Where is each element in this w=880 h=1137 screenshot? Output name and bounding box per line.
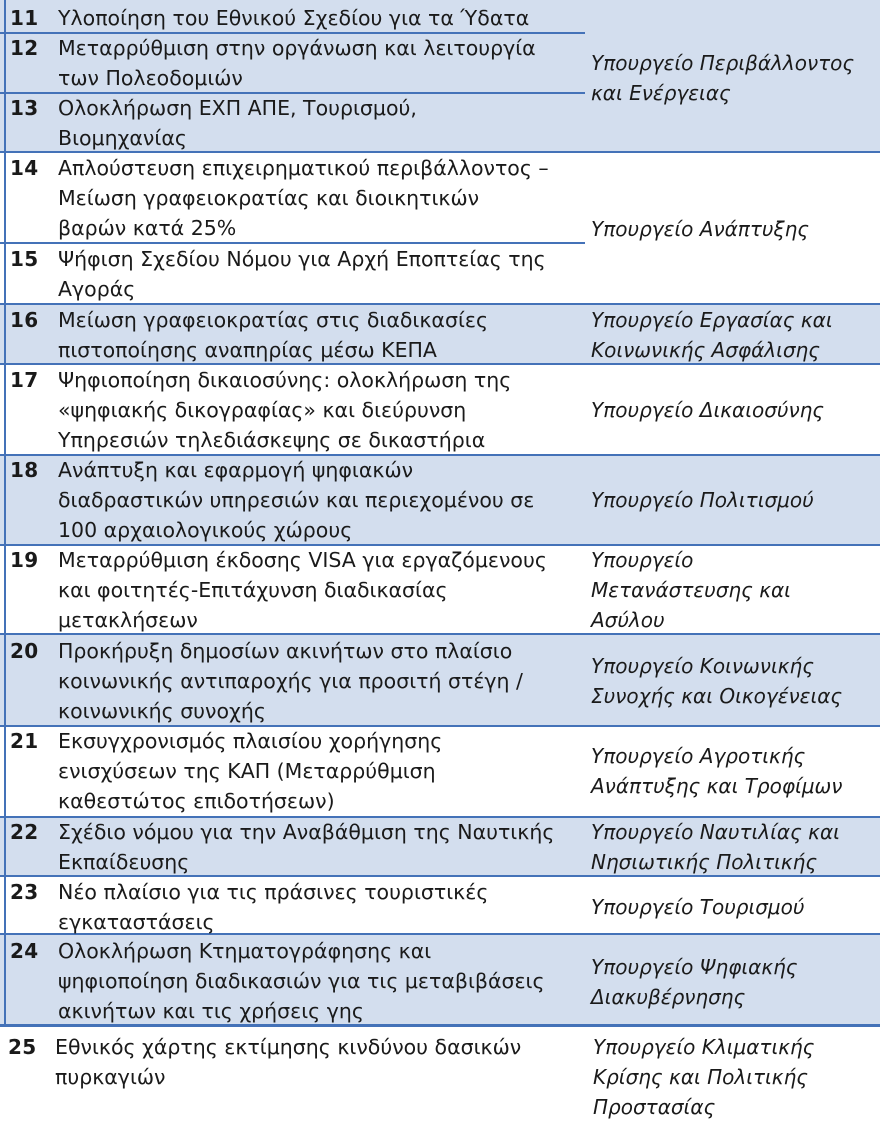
row-description: Μεταρρύθμιση στην οργάνωση και λειτουργία των Πολεοδομιών: [58, 36, 536, 90]
row-ministry: Υπουργείο Δικαιοσύνης: [591, 398, 825, 422]
row-ministry: Υπουργείο Αγροτικής Ανάπτυξης και Τροφίμων: [591, 744, 843, 798]
ministry-environment-energy: Υπουργείο Περιβάλλοντος και Ενέργειας: [591, 51, 855, 105]
row-description: Εκσυγχρονισμός πλαισίου χορήγησης ενισχύσεων της ΚΑΠ (Μεταρρύθμιση καθεστώτος επιδοτήσεων): [58, 729, 443, 813]
row-number: 18: [10, 458, 39, 482]
row-ministry: Υπουργείο Μετανάστευσης και Ασύλου: [591, 548, 791, 632]
row-ministry: Υπουργείο Κλιματικής Κρίσης και Πολιτικής Προστασίας: [593, 1035, 815, 1119]
row-description: Απλούστευση επιχειρηματικού περιβάλλοντος – Μείωση γραφειοκρατίας και διοικητικών βαρών κατά 25%: [58, 156, 549, 240]
row-ministry: Υπουργείο Πολιτισμού: [591, 488, 814, 512]
row-number: 20: [10, 639, 39, 663]
row-number: 15: [10, 247, 39, 271]
row-description: Εθνικός χάρτης εκτίμησης κινδύνου δασικών πυρκαγιών: [55, 1035, 522, 1089]
row-description: Ολοκλήρωση Κτηματογράφησης και ψηφιοποίηση διαδικασιών για τις μεταβιβάσεις ακινήτων και τις χρήσεις γης: [58, 939, 545, 1023]
row-ministry: Υπουργείο Τουρισμού: [591, 895, 805, 919]
row-description: Ανάπτυξη και εφαρμογή ψηφιακών διαδραστικών υπηρεσιών και περιεχομένου σε 100 αρχαιολογικούς χώρους: [58, 458, 535, 542]
row-number: 24: [10, 939, 39, 963]
row-number: 17: [10, 368, 39, 392]
row-ministry: Υπουργείο Εργασίας και Κοινωνικής Ασφάλισης: [591, 308, 833, 362]
row-number: 21: [10, 729, 39, 753]
row-number: 12: [10, 36, 39, 60]
row-description: Μεταρρύθμιση έκδοσης VISA για εργαζόμενους και φοιτητές-Επιτάχυνση διαδικασίας μετακλήσεων: [58, 548, 547, 632]
row-number: 11: [10, 6, 39, 30]
row-description: Ψηφιοποίηση δικαιοσύνης: ολοκλήρωση της «ψηφιακής δικογραφίας» και διεύρυνση Υπηρεσιών τηλεδιάσκεψης σε δικαστήρια: [58, 368, 512, 452]
row-number: 23: [10, 880, 39, 904]
row-ministry: Υπουργείο Κοινωνικής Συνοχής και Οικογένειας: [591, 654, 843, 708]
row-number: 19: [10, 548, 39, 572]
row-ministry: Υπουργείο Ψηφιακής Διακυβέρνησης: [591, 955, 798, 1009]
ministry-development: Υπουργείο Ανάπτυξης: [591, 217, 810, 241]
left-border: [4, 0, 6, 1025]
row-description: Νέο πλαίσιο για τις πράσινες τουριστικές εγκαταστάσεις: [58, 880, 489, 934]
row-ministry: Υπουργείο Ναυτιλίας και Νησιωτικής Πολιτικής: [591, 820, 840, 874]
row-description: Μείωση γραφειοκρατίας στις διαδικασίες πιστοποίησης αναπηρίας μέσω ΚΕΠΑ: [58, 308, 488, 362]
row-description: Ολοκλήρωση ΕΧΠ ΑΠΕ, Τουρισμού, Βιομηχανίας: [58, 96, 417, 150]
row-number: 14: [10, 156, 39, 180]
row-description: Προκήρυξη δημοσίων ακινήτων στο πλαίσιο κοινωνικής αντιπαροχής για προσιτή στέγη / κοινωνικής συνοχής: [58, 639, 523, 723]
row-description: Σχέδιο νόμου για την Αναβάθμιση της Ναυτικής Εκπαίδευσης: [58, 820, 555, 874]
row-number: 16: [10, 308, 39, 332]
row-number: 13: [10, 96, 39, 120]
row-description: Ψήφιση Σχεδίου Νόμου για Αρχή Εποπτείας της Αγοράς: [58, 247, 546, 301]
row-number: 22: [10, 820, 39, 844]
row-number: 25: [8, 1035, 37, 1059]
row-description: Υλοποίηση του Εθνικού Σχεδίου για τα Ύδατα: [58, 6, 530, 30]
